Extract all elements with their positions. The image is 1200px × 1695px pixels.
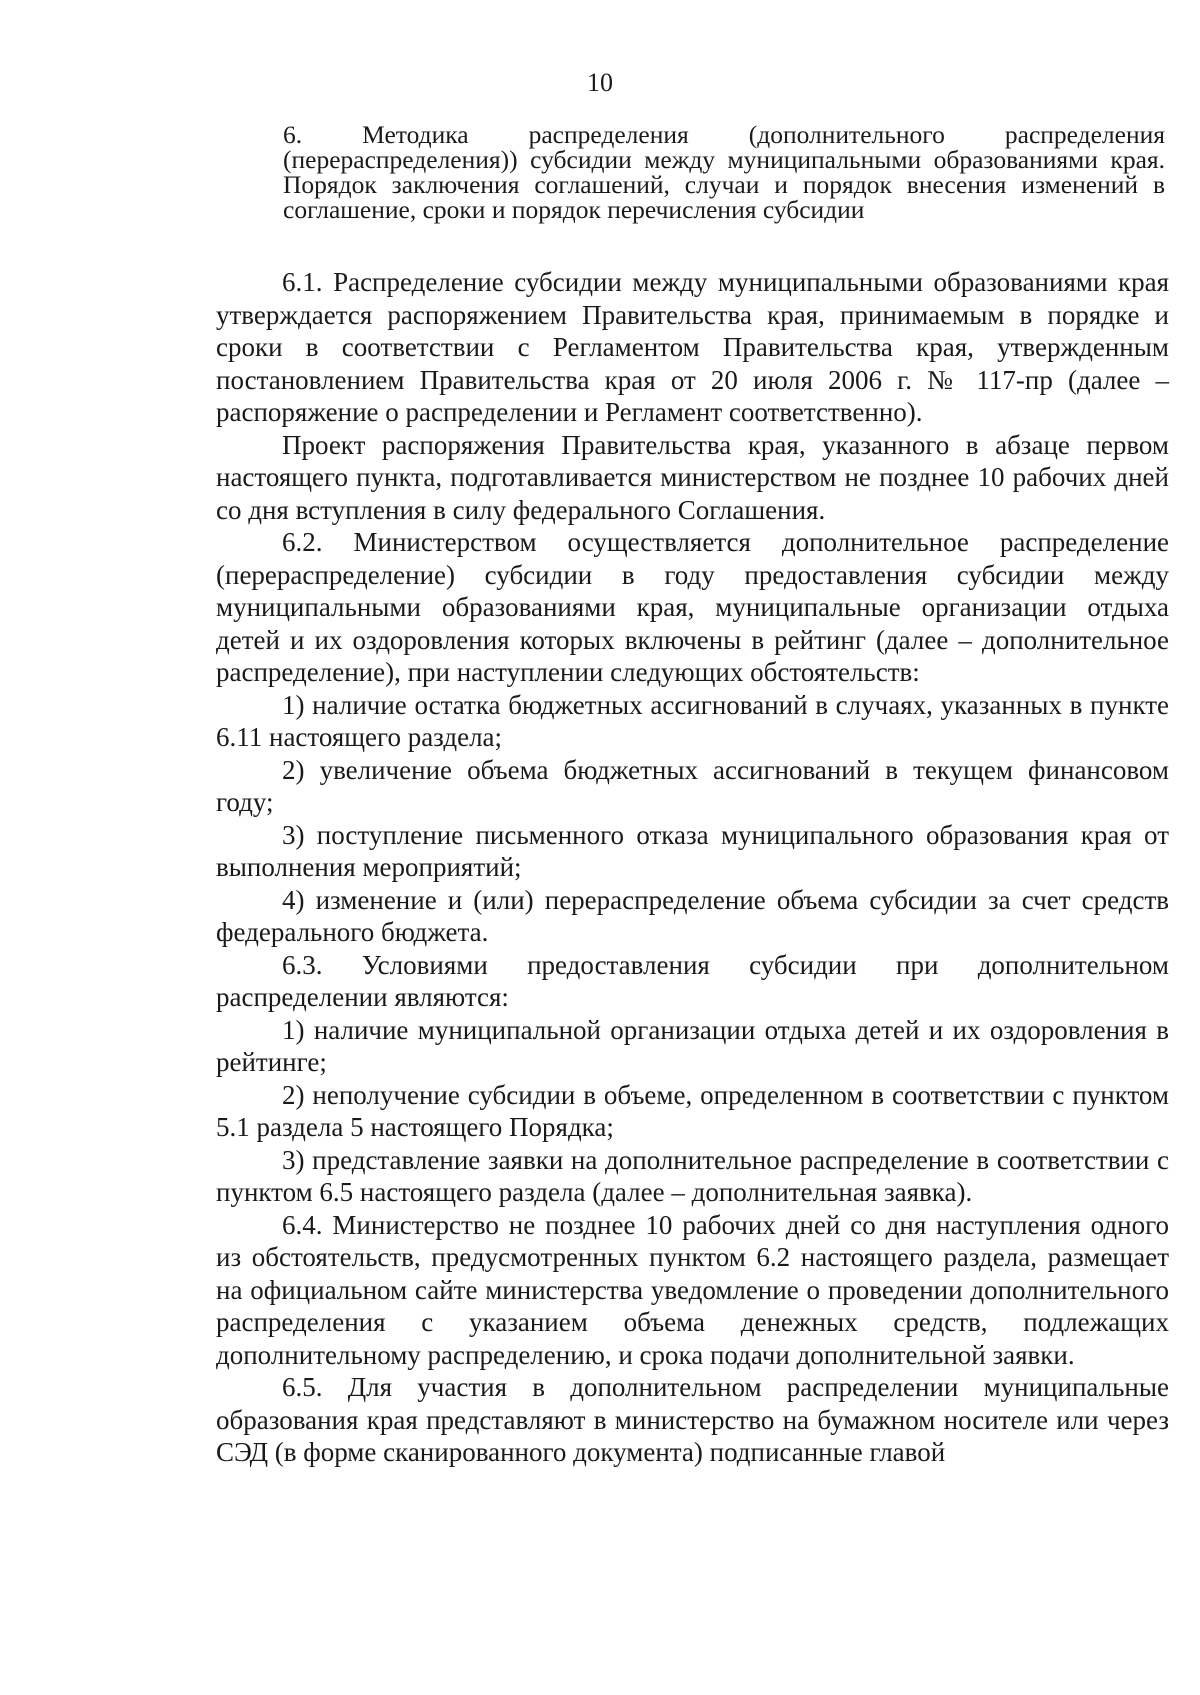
paragraph-6-4: 6.4. Министерство не позднее 10 рабочих дней со дня наступления одного из обстоятельств, предусмотренных пунктом 6.2 настоящего раздела, размещает на официальном сайте министерства уведомление о проведении дополнительного распределения с указанием объема денежных средств, подлежащих дополнительному распределению, и срока подачи дополнительной заявки. bbox=[216, 1209, 1169, 1370]
paragraph-6-3-item-3: 3) представление заявки на дополнительное распределение в соответствии с пунктом 6.5 настоящего раздела (далее – дополнительная заявка). bbox=[216, 1144, 1169, 1207]
paragraph-6-2-item-4: 4) изменение и (или) перераспределение объема субсидии за счет средств федерального бюджета. bbox=[216, 884, 1169, 947]
paragraph-6-2-item-1: 1) наличие остатка бюджетных ассигнований в случаях, указанных в пункте 6.11 настоящего раздела; bbox=[216, 689, 1169, 752]
paragraph-6-3-item-1: 1) наличие муниципальной организации отдыха детей и их оздоровления в рейтинге; bbox=[216, 1014, 1169, 1077]
paragraph-6-2-item-3: 3) поступление письменного отказа муниципального образования края от выполнения мероприятий; bbox=[216, 819, 1169, 882]
paragraph-6-1: 6.1. Распределение субсидии между муниципальными образованиями края утверждается распоряжением Правительства края, принимаемым в порядке и сроки в соответствии с Регламентом Правительства края, утвержденным постановлением Правительства края от 20 июля 2006 г. № 117-пр (далее – распоряжение о распределении и Регламент соответственно). bbox=[216, 267, 1169, 427]
paragraph-6-5: 6.5. Для участия в дополнительном распределении муниципальные образования края представляют в министерство на бумажном носителе или через СЭД (в форме сканированного документа) подписанные главой bbox=[216, 1372, 1169, 1467]
page-number: 10 bbox=[587, 68, 613, 97]
paragraph-6-3: 6.3. Условиями предоставления субсидии при дополнительном распределении являются: bbox=[216, 949, 1169, 1012]
paragraph-6-1-draft: Проект распоряжения Правительства края, указанного в абзаце первом настоящего пункта, подготавливается министерством не позднее 10 рабочих дней со дня вступления в силу федерального Соглашения. bbox=[216, 429, 1169, 525]
paragraph-6-3-item-2: 2) неполучение субсидии в объеме, определенном в соответствии с пунктом 5.1 раздела 5 настоящего Порядка; bbox=[216, 1079, 1169, 1142]
paragraph-6-2-item-2: 2) увеличение объема бюджетных ассигнований в текущем финансовом году; bbox=[216, 754, 1169, 817]
document-body bbox=[216, 266, 1169, 1469]
section-heading: 6. Методика распределения (дополнительного распределения (перераспределения)) субсидии между муниципальными образованиями края. Порядок заключения соглашений, случаи и порядок внесения изменений в соглашение, сроки и порядок перечисления субсидии bbox=[283, 120, 1165, 224]
paragraph-6-2: 6.2. Министерством осуществляется дополнительное распределение (перераспределение) субсидии в году предоставления субсидии между муниципальными образованиями края, муниципальные организации отдыха детей и их оздоровления которых включены в рейтинг (далее – дополнительное распределение), при наступлении следующих обстоятельств: bbox=[216, 527, 1169, 687]
